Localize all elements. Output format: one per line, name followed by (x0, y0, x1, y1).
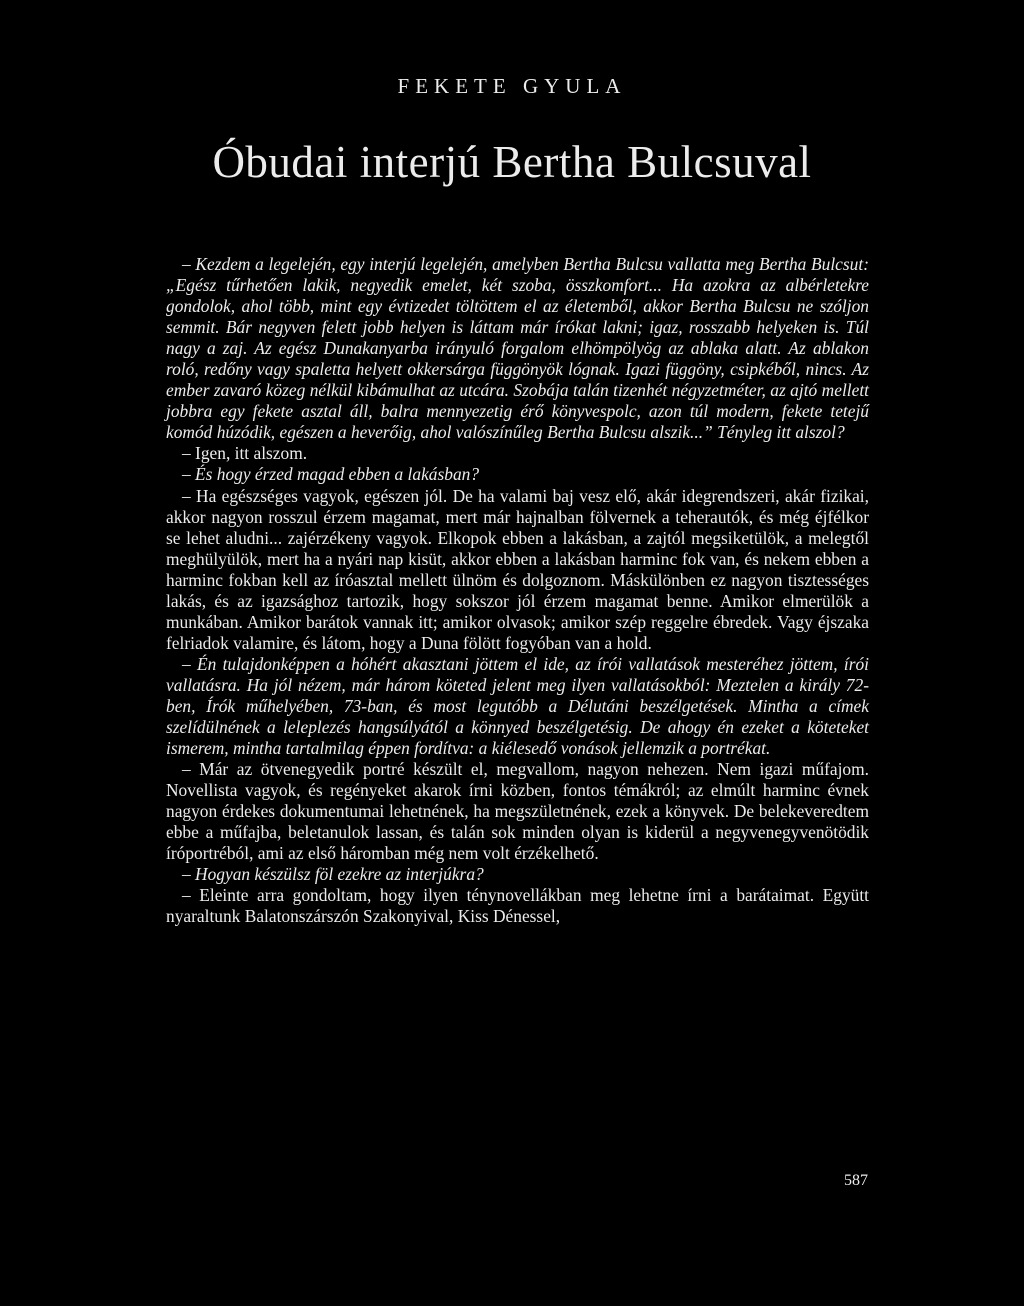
paragraph-question: – Én tulajdonképpen a hóhért akasztani jöttem el ide, az írói vallatások mesteréhez jöttem, írói vallatásra. Ha jól nézem, már három köteted jelent meg ilyen vallatásokból: Meztelen a király 72-ben, Írók műhelyében, 73-ban, és most legutóbb a Délutáni beszélgetések. Mintha a címek szelídülnének a leleplezés hangsúlyától a könnyed beszélgetésig. De ahogy én ezeket a köteteket ismerem, mintha tartalmilag éppen fordítva: a kiélesedő vonások jellemzik a portrékat. (166, 653, 869, 759)
paragraph-question: – Kezdem a legelején, egy interjú legelején, amelyben Bertha Bulcsu vallatta meg Bertha Bulcsut: „Egész tűrhetően lakik, negyedik emelet, két szoba, összkomfort... Ha azokra az albérletekre gondolok, ahol több, mint egy évtizedet töltöttem el az életemből, akkor Bertha Bulcsu ne szóljon semmit. Bár negyven felett jobb helyen is láttam már írókat lakni; igaz, rosszabb helyeken is. Túl nagy a zaj. Az egész Dunakanyarba irányuló forgalom elhömpölyög az ablaka alatt. Az ablakon roló, redőny vagy spaletta helyett okkersárga függönyök lógnak. Igazi függöny, csipkéből, nincs. Az ember zavaró közeg nélkül kibámulhat az utcára. Szobája talán tizenhét négyzetméter, az ajtó mellett jobbra egy fekete asztal áll, balra mennyezetig érő könyvespolc, azon túl modern, fekete tetejű komód húzódik, egészen a heverőig, ahol valószínűleg Bertha Bulcsu alszik...” Tényleg itt alszol? (166, 254, 869, 443)
paragraph-question: – Hogyan készülsz föl ezekre az interjúkra? (182, 864, 484, 885)
paragraph-answer: – Ha egészséges vagyok, egészen jól. De ha valami baj vesz elő, akár idegrendszeri, akár fizikai, akkor nagyon rosszul érzem magamat, mert már hajnalban fölvernek a teherautók, és még éjfélkor se lehet aludni... zajérzékeny vagyok. Elkopok ebben a lakásban, a zajtól megsiketülök, a melegtől meghülyülök, mert ha a nyári nap kisüt, akkor ebben a lakásban harminc fok van, és nekem ebben a harminc fokban kell az íróasztal mellett ülnöm és dolgoznom. Máskülönben ez nagyon tisztességes lakás, és az igazsághoz tartozik, hogy sokszor jól érzem magamat benne. Amikor elmerülök a munkában. Amikor barátok vannak itt; amikor olvasok; amikor szép reggelre ébredek. Vagy éjszaka felriadok valamire, és látom, hogy a Duna fölött fogyóban van a hold. (166, 485, 869, 653)
page-number: 587 (844, 1172, 868, 1189)
author-name: FEKETE GYULA (397, 74, 627, 98)
paragraph-answer: – Már az ötvenegyedik portré készült el, megvallom, nagyon nehezen. Nem igazi műfajom. Novellista vagyok, és regényeket akarok írni közben, fontos témákról; az elmúlt harminc évnek nagyon érdekes dokumentumai lehetnének, ha megszületnének, ezek a könyvek. De belekeveredtem ebbe a műfajba, beletanulok lassan, és talán sok minden olyan is kiderül a negyvenegyvenötödik íróportréból, ami az első háromban még nem volt érzékelhető. (166, 759, 869, 864)
paragraph-answer: – Eleinte arra gondoltam, hogy ilyen ténynovellákban meg lehetne írni a barátaimat. Együtt nyaraltunk Balatonszárszón Szakonyival, Kiss Dénessel, (166, 885, 869, 927)
article-title: Óbudai interjú Bertha Bulcsuval (212, 137, 812, 187)
article-body (166, 254, 869, 928)
paragraph-question: – És hogy érzed magad ebben a lakásban? (182, 464, 480, 485)
paragraph-answer: – Igen, itt alszom. (182, 443, 308, 464)
